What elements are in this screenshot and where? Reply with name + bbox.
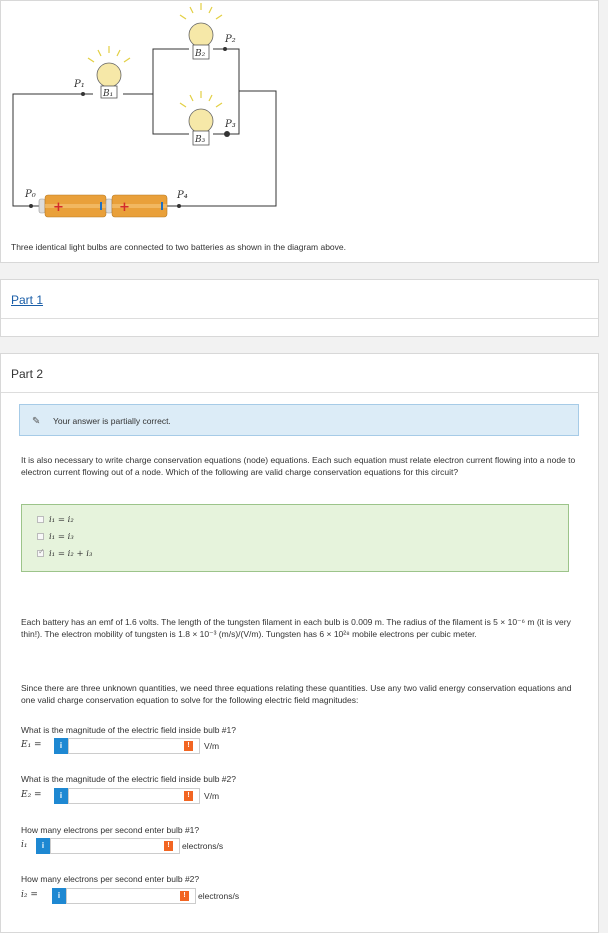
option-3-text: i₁ = i₂ + i₃ bbox=[49, 549, 93, 559]
label-p4: P₄ bbox=[177, 190, 188, 201]
warning-icon-i2: ! bbox=[180, 891, 189, 901]
unit-e1: V/m bbox=[204, 741, 220, 751]
battery-2-plus: + bbox=[119, 200, 130, 215]
battery-1 bbox=[39, 195, 106, 217]
pencil-icon: ✎ bbox=[32, 416, 41, 427]
option-2-checkbox[interactable] bbox=[37, 533, 44, 540]
input-i1[interactable] bbox=[50, 838, 180, 854]
part2-header bbox=[1, 354, 598, 393]
bulb-rays-b3 bbox=[180, 91, 222, 107]
label-i2: i₂ = bbox=[21, 890, 38, 900]
banner-message: Your answer is partially correct. bbox=[53, 416, 171, 426]
battery-2 bbox=[106, 195, 167, 217]
bulb-rays-b2 bbox=[180, 3, 222, 19]
node-p1 bbox=[81, 92, 85, 96]
option-1-text: i₁ = i₂ bbox=[49, 515, 74, 525]
label-p2: P₂ bbox=[225, 34, 236, 45]
label-i1: i₁ bbox=[21, 840, 28, 850]
option-3-checkbox[interactable] bbox=[37, 550, 44, 557]
label-e1: E₁ = bbox=[21, 740, 42, 750]
part1-title-link[interactable]: Part 1 bbox=[11, 293, 44, 307]
partial-correct-banner bbox=[19, 404, 579, 436]
question-charge-conservation: It is also necessary to write charge conservation equations (node) equations. Each such equation must relate electron current flowing into a node to electron current flowing out of a node. Which of the following are valid charge conservation equations for this circuit? bbox=[21, 455, 576, 477]
question-e1: What is the magnitude of the electric field inside bulb #1? bbox=[21, 725, 236, 735]
input-i2[interactable] bbox=[66, 888, 196, 904]
input-e2[interactable] bbox=[68, 788, 200, 804]
instructions-paragraph: Since there are three unknown quantities, we need three equations relating these quantities. Use any two valid energy conservation equations and one valid charge conservation equation to solve for the following electric field magnitudes: bbox=[21, 683, 572, 705]
problem-card bbox=[0, 0, 599, 263]
warning-icon-e1: ! bbox=[184, 741, 193, 751]
intro-text: Three identical light bulbs are connected to two batteries as shown in the diagram above. bbox=[11, 242, 347, 252]
battery-1-plus: + bbox=[53, 200, 64, 215]
wire-to-b2 bbox=[123, 49, 189, 94]
label-e2: E₂ = bbox=[21, 790, 42, 800]
label-p0: P₀ bbox=[25, 189, 36, 200]
label-p1: P₁ bbox=[74, 79, 85, 90]
info-button-e1[interactable]: i bbox=[54, 738, 68, 754]
warning-icon-i1: ! bbox=[164, 841, 173, 851]
unit-i2: electrons/s bbox=[198, 891, 240, 901]
option-2-text: i₁ = i₃ bbox=[49, 532, 74, 542]
label-b3: B₃ bbox=[195, 135, 206, 145]
label-b1: B₁ bbox=[103, 89, 114, 99]
part1-header[interactable] bbox=[1, 280, 598, 319]
option-2[interactable] bbox=[37, 532, 74, 542]
circuit-diagram bbox=[1, 1, 301, 236]
part2-title: Part 2 bbox=[11, 367, 44, 381]
node-p4 bbox=[177, 204, 181, 208]
node-p0 bbox=[29, 204, 33, 208]
info-button-i1[interactable]: i bbox=[36, 838, 50, 854]
question-i1: How many electrons per second enter bulb #1? bbox=[21, 825, 200, 835]
node-p3 bbox=[224, 131, 230, 137]
bulb-rays-b1 bbox=[88, 46, 130, 62]
answer-options-box bbox=[21, 504, 569, 572]
label-p3: P₃ bbox=[225, 119, 236, 130]
info-paragraph: Each battery has an emf of 1.6 volts. The length of the tungsten filament in each bulb is 0.009 m. The radius of the filament is 5 × 10⁻⁶ m (it is very thin!). The electron mobility of tungsten is 1.8 × 10⁻³ (m/s)/(V/m). Tungsten has 6 × 10²⁸ mobile electrons per cubic meter. bbox=[21, 617, 571, 639]
unit-e2: V/m bbox=[204, 791, 220, 801]
info-button-e2[interactable]: i bbox=[54, 788, 68, 804]
input-e1[interactable] bbox=[68, 738, 200, 754]
option-1-checkbox[interactable] bbox=[37, 516, 44, 523]
option-3[interactable] bbox=[37, 549, 92, 559]
info-button-i2[interactable]: i bbox=[52, 888, 66, 904]
wire-b3-left bbox=[153, 94, 189, 134]
unit-i1: electrons/s bbox=[182, 841, 224, 851]
question-e2: What is the magnitude of the electric field inside bulb #2? bbox=[21, 774, 236, 784]
node-p2 bbox=[223, 47, 227, 51]
part1-card bbox=[0, 279, 599, 337]
question-i2: How many electrons per second enter bulb #2? bbox=[21, 874, 200, 884]
warning-icon-e2: ! bbox=[184, 791, 193, 801]
option-1[interactable] bbox=[37, 515, 74, 525]
circuit-wires bbox=[13, 49, 276, 206]
part2-card bbox=[0, 353, 599, 933]
wire-right bbox=[166, 91, 276, 206]
label-b2: B₂ bbox=[195, 49, 206, 59]
